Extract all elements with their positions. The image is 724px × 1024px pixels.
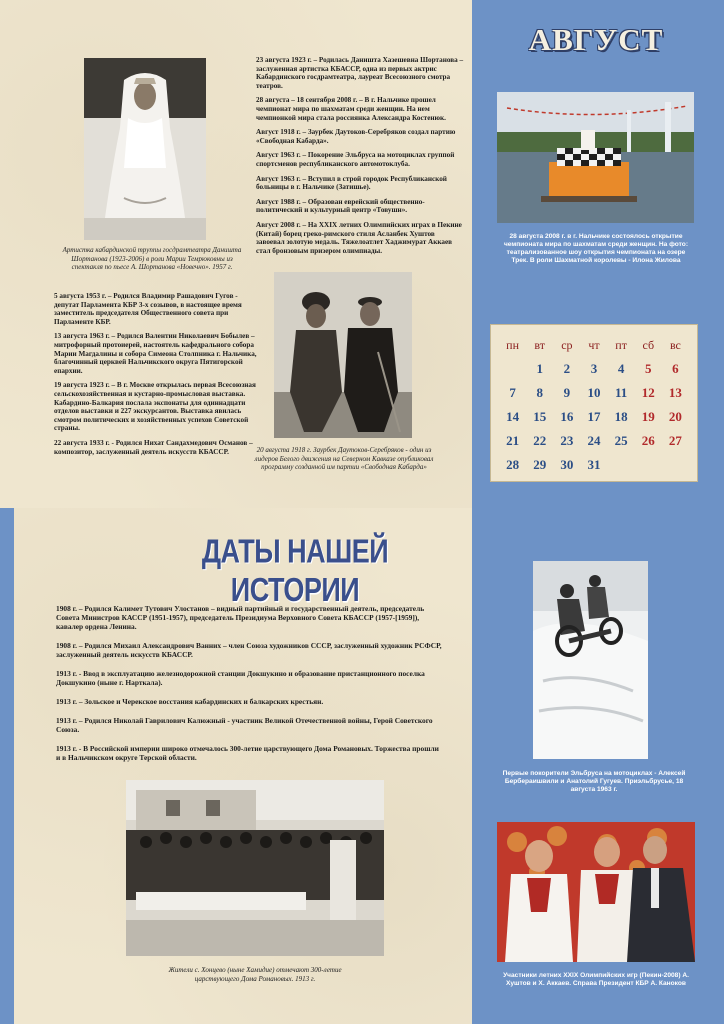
events-left-column — [54, 292, 258, 462]
calendar-week-row — [499, 405, 689, 429]
event-item: 23 августа 1923 г. – Родилась Даништа Хазешевна Шортанова – заслуженная артистка КБАССР, одна из первых актрис Кабардинского госдрамтеатра, лауреат Всесоюзного смотра театров. — [256, 56, 464, 90]
calendar-day-weekend: 27 — [668, 433, 682, 448]
calendar-day-weekend: 13 — [668, 385, 682, 400]
actress-caption: Артистка кабардинской труппы госдрамтеатра Даништа Шортанова (1923-2006) в роли Марии Темрюковны из спектакля по пьесе А. Шортанова «Новечно». 1957 г. — [62, 246, 242, 271]
calendar-day — [499, 357, 526, 381]
calendar-day: 11 — [614, 385, 628, 400]
olympians-photo — [497, 822, 695, 962]
calendar-week-row — [499, 357, 689, 381]
actress-photo — [84, 58, 206, 240]
calendar-day-weekend: 20 — [668, 409, 682, 424]
section-title: ДАТЫ НАШЕЙ ИСТОРИИ — [201, 532, 389, 609]
event-item: 22 августа 1933 г. - Родился Нихат Сандахмедович Османов – композитор, заслуженный деятель искусств КБАССР. — [54, 438, 253, 456]
weekday-label: чт — [588, 337, 600, 352]
weekday-label: пт — [615, 337, 627, 352]
event-item: 1913 г. - В Российской империи широко отмечалось 300-летие царствующего Дома Романовых. Торжества прошли и в Нальчикском округе Терской области. — [56, 744, 439, 762]
event-item: 28 августа – 18 сентября 2008 г. – В г. Нальчике прошел чемпионат мира по шахматам среди женщин. На нем чемпионкой мира стала россиянка Александра Костенюк. — [256, 96, 446, 122]
calendar-day: 15 — [533, 409, 547, 424]
calendar-day-weekend — [635, 453, 662, 477]
calendar-day-weekend — [662, 453, 689, 477]
event-item: Август 2008 г. – На XXIX летних Олимпийских играх в Пекине (Китай) борец греко-римского стиля Асланбек Хуштов завоевал золотую медаль. Тяжелоатлет Хаджимурат Аккаев стал бронзовым призером олимпиады. — [256, 220, 462, 255]
weekday-label: сб — [642, 337, 655, 352]
event-item: 1908 г. – Родился Калимет Тутович Улостанов – видный партийный и государственный деятель, председатель Совета Министров КАССР (1951-1957), председатель Президиума Верховного Совета КБАССР (1957-[1959]), кавалер ордена Ленина. — [56, 604, 425, 631]
event-item: 1913 г. – Зольское и Черекское восстания кабардинских и балкарских крестьян. — [56, 697, 324, 706]
calendar-day: 16 — [560, 409, 574, 424]
weekday-label: пн — [506, 337, 519, 352]
event-item: 1908 г. – Родился Михаил Александрович Ванних – член Союза художников СССР, заслуженный художник РСФСР, заслуженный деятель искусств КБАССР. — [56, 641, 442, 659]
calendar-day-weekend: 12 — [641, 385, 655, 400]
august-calendar — [490, 324, 698, 482]
weekday-label: вс — [669, 337, 681, 352]
calendar-week-row — [499, 381, 689, 405]
event-item: 13 августа 1963 г. – Родился Валентин Николаевич Бобылев – митрофорный протоиерей, настоятель кафедрального собора Марии Магдалины и собора Симеона Столпника г. Нальчика, благочинный церквей Нальчикского округа Пятигорской епархии. — [54, 332, 257, 375]
chess-caption: 28 августа 2008 г. в г. Нальчике состоялось открытие чемпионата мира по шахматам среди женщин. На фото: театрализованное шоу открытия чемпионата на озере Трек. В роли Шахматной королевы - Илона Жилова — [503, 233, 689, 264]
calendar-day: 4 — [617, 361, 625, 376]
weekday-label: ср — [561, 337, 573, 352]
calendar-day-weekend: 5 — [645, 361, 652, 376]
event-item: Август 1963 г. – Вступил в строй городок Республиканской больницы в г. Нальчике (Затишье). — [256, 174, 447, 192]
olympians-caption: Участники летних XXIX Олимпийских игр (Пекин-2008) А. Хуштов и Х. Аккаев. Справа Президент КБР А. Каноков — [503, 972, 689, 987]
calendar-day: 2 — [563, 361, 571, 376]
calendar-day: 30 — [560, 457, 574, 472]
calendar-week-row — [499, 429, 689, 453]
soldiers-photo — [274, 272, 412, 438]
calendar-day: 28 — [506, 457, 520, 472]
calendar-grid — [499, 333, 689, 477]
chess-photo — [497, 92, 694, 223]
weekday-label: вт — [534, 337, 546, 352]
calendar-day-weekend: 6 — [672, 361, 679, 376]
calendar-day: 9 — [563, 385, 571, 400]
calendar-day: 8 — [536, 385, 543, 400]
calendar-day: 22 — [533, 433, 547, 448]
calendar-day: 10 — [587, 385, 601, 400]
event-item: Август 1988 г. – Образован еврейский общественно-политический и культурный центр «Товушн». — [256, 197, 425, 215]
calendar-day — [608, 453, 635, 477]
calendar-day: 23 — [560, 433, 574, 448]
calendar-week-row — [499, 453, 689, 477]
event-item: 1913 г. - Ввод в эксплуатацию железнодорожной станции Докшукино и образование пристанционного поселка Докшукино (ныне г. Нарткала). — [56, 669, 425, 687]
events-history-column — [56, 604, 442, 768]
event-item: 1913 г. – Родился Николай Гаврилович Калюжный - участник Великой Отечественной войны, Герой Советского Союза. — [56, 716, 433, 734]
calendar-day-weekend: 19 — [641, 409, 655, 424]
calendar-weekday-row — [499, 333, 689, 357]
calendar-day: 29 — [533, 457, 547, 472]
calendar-day: 14 — [506, 409, 520, 424]
month-title: АВГУСТ — [528, 22, 664, 57]
calendar-day: 18 — [614, 409, 628, 424]
calendar-day: 1 — [536, 361, 543, 376]
event-item: Август 1918 г. – Заурбек Даутоков-Серебряков создал партию «Свободная Кабарда». — [256, 128, 456, 145]
motorcycle-caption: Первые покорители Эльбруса на мотоциклах - Алексей Бербераишвили и Анатолий Гугуев. Приэльбрусье, 18 августа 1963 г. — [502, 770, 686, 793]
calendar-day: 21 — [506, 433, 520, 448]
calendar-day: 25 — [614, 433, 628, 448]
motorcycle-photo — [533, 561, 648, 759]
soldiers-caption: 20 августа 1918 г. Заурбек Даутоков-Серебряков - один из лидеров Белого движения на Северном Кавказе опубликовал программу созданной им партии «Свободная Кабарда» — [254, 446, 434, 471]
crowd-caption: Жители с. Хонцево (ныне Хамидие) отмечают 300-летие царствующего Дома Романовых. 1913 г. — [168, 966, 342, 983]
calendar-day: 3 — [590, 361, 598, 376]
calendar-day: 24 — [587, 433, 601, 448]
calendar-day: 17 — [587, 409, 601, 424]
event-item: 19 августа 1923 г. – В г. Москве открылась первая Всесоюзная сельскохозяйственная и кустарно-промысловая выставка. Кабардино-Балкария послала экспонаты для одиннадцати отделов выставки и 227 экскурсантов. Выставка явилась смотром политических и хозяйственных успехов Советской страны. — [54, 381, 256, 433]
events-top-column — [256, 56, 464, 261]
event-item: Август 1963 г. – Покорение Эльбруса на мотоциклах группой спортсменов республиканского автомотоклуба. — [256, 151, 455, 168]
crowd-photo — [126, 780, 384, 956]
event-item: 5 августа 1953 г. – Родился Владимир Рашадович Гугов - депутат Парламента КБР 3-х созывов, в настоящее время заместитель председателя Общественного совета при Парламенте КБР. — [54, 292, 242, 326]
calendar-day: 31 — [587, 457, 601, 472]
blue-panel-bottom-left — [0, 508, 14, 1024]
calendar-day: 7 — [509, 385, 516, 400]
calendar-day-weekend: 26 — [641, 433, 655, 448]
